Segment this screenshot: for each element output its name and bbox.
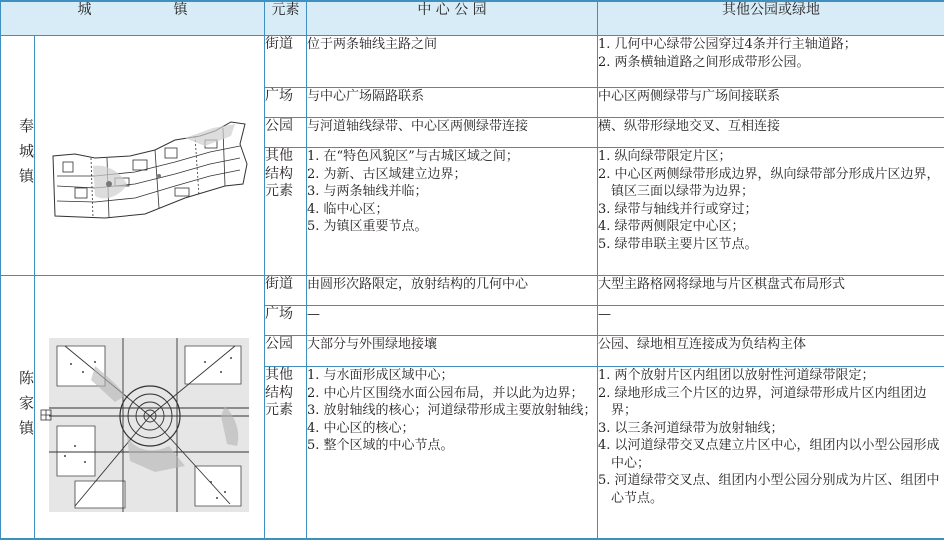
category-park: 公园: [265, 336, 307, 367]
list-item: 1. 在“特色风貌区”与古城区域之间；: [307, 149, 519, 164]
fengcheng-street-row: [1, 36, 944, 88]
chenjia-street-center: 由圆形次路限定，放射结构的几何中心: [307, 276, 598, 306]
fengcheng-park-center: 与河道轴线绿带、中心区两侧绿带连接: [307, 118, 598, 148]
header-other-parks: 其他公园或绿地: [598, 1, 944, 36]
list-item: 4. 绿带两侧限定中心区；: [598, 219, 745, 234]
category-other-line2: 结构: [265, 165, 293, 182]
fengcheng-street-other: [598, 36, 944, 88]
list-item: 4. 临中心区；: [307, 201, 389, 217]
list-item: 5. 绿带串联主要片区节点。: [598, 236, 758, 252]
list-item: 5. 为镇区重要节点。: [307, 219, 428, 234]
category-other: [265, 367, 307, 539]
chenjia-street-row: [1, 276, 944, 306]
header-row: [1, 1, 944, 36]
category-other-line3: 元素: [265, 402, 293, 419]
list-item: 2. 绿地形成三个片区的边界，河道绿带形成片区内组团边界；: [598, 385, 927, 419]
category-park: 公园: [265, 118, 307, 148]
list-item: 3. 与两条轴线并临；: [307, 184, 428, 199]
category-other-line1: 其他: [265, 148, 293, 164]
chenjia-park-center: 大部分与外围绿地接壤: [307, 336, 598, 367]
town-name-fengcheng: 奉城镇: [1, 36, 35, 276]
fengcheng-map: [35, 36, 265, 276]
list-item: 2. 为新、古区域建立边界；: [307, 166, 467, 182]
chenjia-street-other: 大型主路格网将绿地与片区棋盘式布局形式: [598, 276, 944, 306]
list-item: 1. 几何中心绿带公园穿过4条并行主轴道路；: [598, 37, 857, 52]
header-element: 元素: [265, 1, 307, 36]
fengcheng-other-center: [307, 148, 598, 276]
list-item: 3. 放射轴线的核心；河道绿带形成主要放射轴线；: [307, 403, 597, 419]
header-town-char2: 镇: [173, 2, 188, 18]
list-item: 4. 中心区的核心；: [307, 420, 415, 436]
header-town-char1: 城: [77, 2, 92, 18]
fengcheng-square-center: 与中心广场隔路联系: [307, 88, 598, 118]
list-item: 5. 河道绿带交叉点、组团内小型公园分别成为片区、组团中心节点。: [598, 473, 940, 506]
list-item: 2. 两条横轴道路之间形成带形公园。: [598, 54, 810, 70]
category-street: 街道: [265, 36, 307, 88]
category-other-line1: 其他: [265, 367, 293, 384]
list-item: 3. 以三条河道绿带为放射轴线；: [598, 420, 784, 436]
list-item: 2. 中心片区围绕水面公园布局，并以此为边界；: [307, 385, 584, 401]
chenjia-map-image: [35, 276, 265, 538]
category-other: [265, 148, 307, 276]
list-item: 5. 整个区域的中心节点。: [307, 438, 454, 454]
fengcheng-square-other: 中心区两侧绿带与广场间接联系: [598, 88, 944, 118]
fengcheng-park-other: 横、纵带形绿地交叉、互相连接: [598, 118, 944, 148]
header-center-park: 中 心 公 园: [307, 1, 598, 36]
list-item: 3. 绿带与轴线并行或穿过；: [598, 201, 758, 217]
category-square: 广场: [265, 305, 307, 336]
chenjia-park-other: 公园、绿地相互连接成为负结构主体: [598, 336, 944, 367]
chenjia-map: [35, 276, 265, 540]
list-item: 4. 以河道绿带交叉点建立片区中心，组团内以小型公园形成中心；: [598, 438, 940, 471]
fengcheng-street-center: 位于两条轴线主路之间: [307, 36, 598, 88]
list-item: 2. 中心区两侧绿带形成边界，纵向绿带部分形成片区边界，镇区三面以绿带为边界；: [598, 166, 940, 199]
header-town: [1, 1, 265, 36]
fengcheng-map-image: [35, 36, 265, 272]
town-name-chenjia: 陈家镇: [1, 276, 35, 540]
list-item: 1. 两个放射片区内组团以放射性河道绿带限定；: [598, 368, 875, 384]
category-square: 广场: [265, 88, 307, 118]
category-other-line3: 元素: [265, 183, 293, 199]
fengcheng-other-other: [598, 148, 944, 276]
chenjia-other-other: [598, 367, 944, 539]
chenjia-square-other: —: [598, 305, 944, 336]
chenjia-square-center: —: [307, 305, 598, 336]
list-item: 1. 纵向绿带限定片区；: [598, 149, 732, 164]
chenjia-other-center: [307, 367, 598, 539]
category-other-line2: 结构: [265, 384, 293, 401]
list-item: 1. 与水面形成区域中心；: [307, 368, 454, 384]
category-street: 街道: [265, 276, 307, 306]
